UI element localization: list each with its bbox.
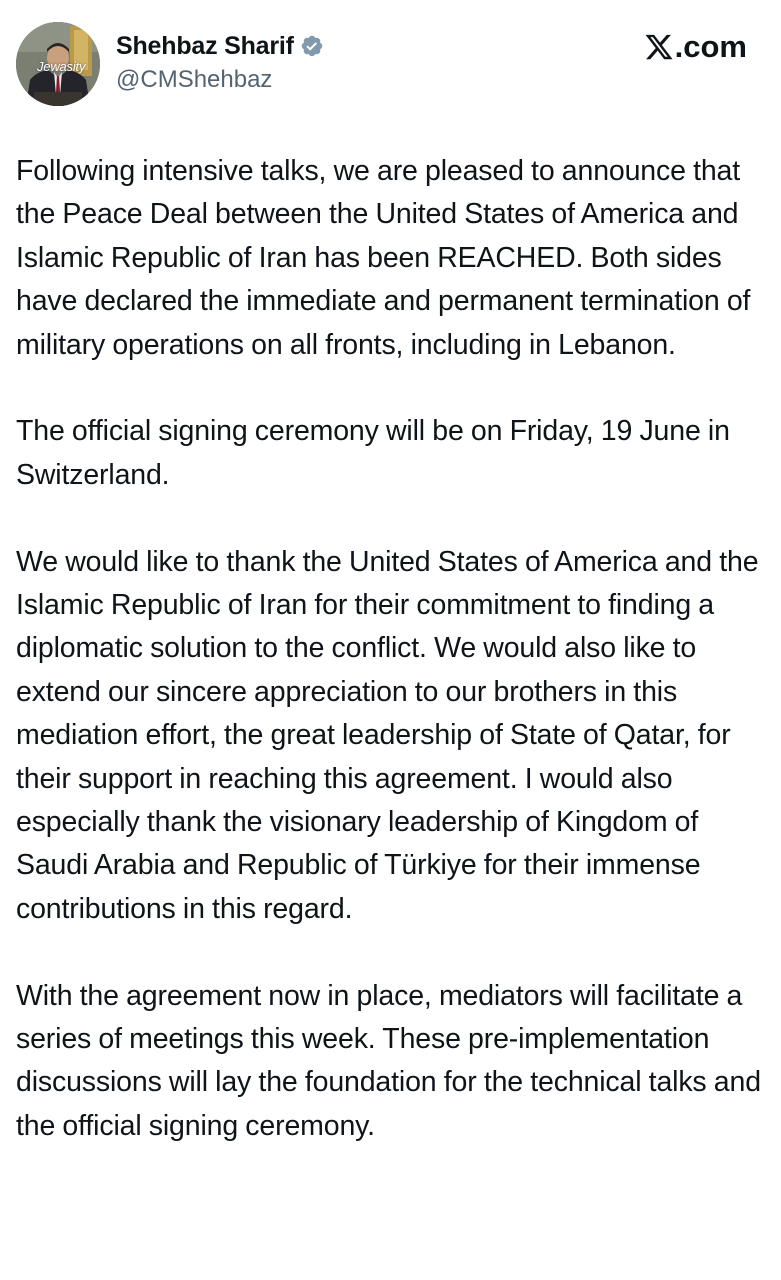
- post-paragraph: We would like to thank the United States of America and the Islamic Republic of Iran for their commitment to finding a diplomatic solution to the conflict. We would also like to extend our sincere appreciation to our brothers in this mediation effort, the great leadership of State of Qatar, for their support in reaching this agreement. I would also especially thank the visionary leadership of Kingdom of Saudi Arabia and Republic of Türkiye for their immense contributions in this regard.: [16, 545, 759, 925]
- verified-badge-icon: [300, 34, 324, 58]
- post-paragraph: With the agreement now in place, mediators will facilitate a series of meetings this week. These pre-implementation discussions will lay the foundation for the technical talks and the official signing ceremony.: [16, 979, 761, 1142]
- post-header: [0, 0, 781, 120]
- avatar[interactable]: [16, 22, 100, 106]
- site-domain: .com: [674, 29, 747, 64]
- avatar-watermark: Jewasity: [37, 59, 86, 74]
- post-body: [16, 150, 768, 1148]
- x-logo-icon: [644, 32, 674, 62]
- name-row[interactable]: [116, 28, 324, 64]
- post-paragraph: Following intensive talks, we are pleased to announce that the Peace Deal between the United States of America and Islamic Republic of Iran has been REACHED. Both sides have declared the immediate and permanent termination of military operations on all fronts, including in Lebanon.: [16, 155, 751, 361]
- display-name[interactable]: Shehbaz Sharif: [116, 31, 294, 60]
- site-brand: [644, 28, 747, 66]
- user-handle[interactable]: @CMShehbaz: [116, 66, 273, 93]
- post-paragraph: The official signing ceremony will be on Friday, 19 June in Switzerland.: [16, 415, 730, 491]
